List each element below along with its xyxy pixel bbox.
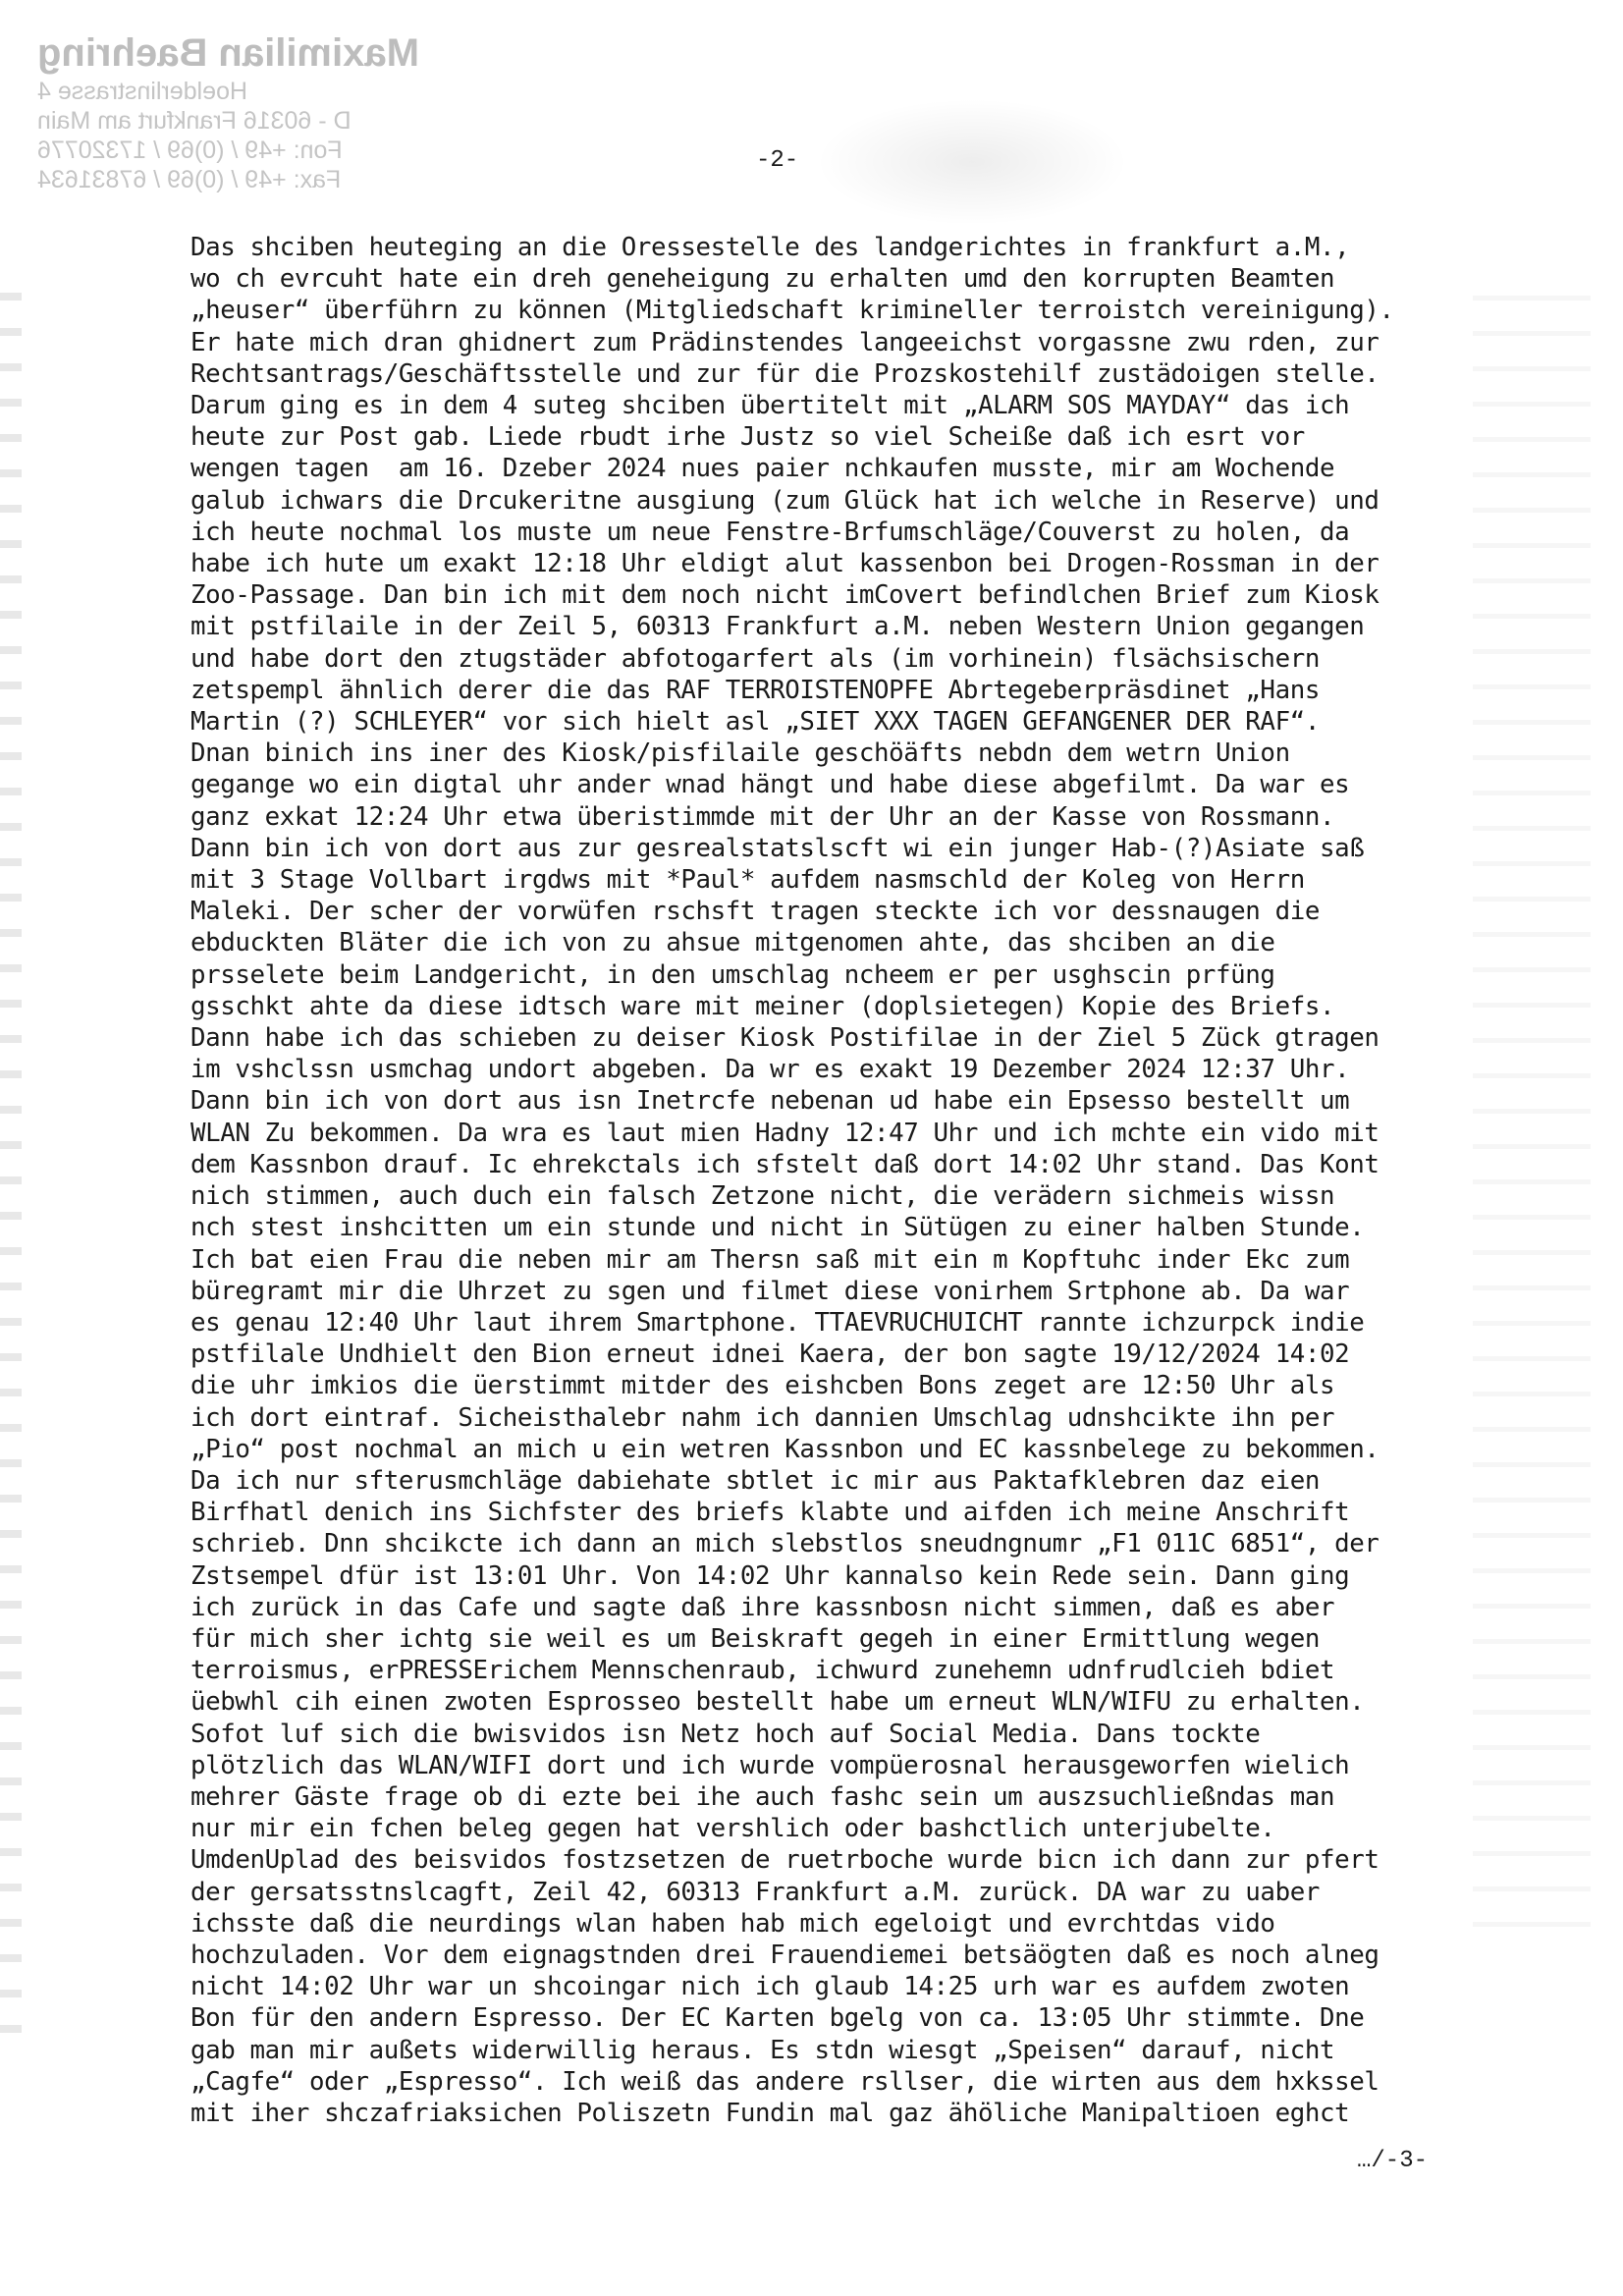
letterhead-street: Hoelderlinstrasse 4	[37, 78, 247, 105]
continuation-marker: …/-3-	[1357, 2148, 1429, 2174]
letterhead-bleedthrough	[37, 29, 460, 194]
bleedthrough-left-margin	[0, 265, 22, 2033]
letterhead-fax: Fax: +49 / (0)69 / 67831634	[37, 166, 342, 193]
bleedthrough-right-margin	[1473, 265, 1591, 1935]
letterhead-phone: Fon: +49 / (0)69 / 17320776	[37, 137, 343, 164]
scan-smudge	[815, 98, 1129, 226]
letterhead-city: D - 60316 Frankfurt am Main	[37, 107, 352, 135]
letter-body: Das shciben heuteging an die Oressestelle des landgerichtes in frankfurt a.M., wo ch evrcuht hate ein dreh geneheigung zu erhalten umd den korrupten Beamten „heuser“ überführn zu können (Mitgliedschaft krimineller terroistch vereinigung). Er hate mich dran ghidnert zum Prädinstendes langeeichst vorgassne zwu rden, zur Rechtsantrags/Geschäftsstelle und zur für die Prozskostehilf zustädoigen stelle. Darum ging es in dem 4 suteg shciben übertitelt mit „ALARM SOS MAYDAY“ das ich heute zur Post gab. Liede rbudt irhe Justz so viel Scheiße daß ich esrt vor wengen tagen am 16. Dzeber 2024 nues paier nchkaufen musste, mir am Wochende galub ichwars die Drcukeritne ausgiung (zum Glück hat ich welche in Reserve) und ich heute nochmal los muste um neue Fenstre-Brfumschläge/Couverst zu holen, da habe ich hute um exakt 12:18 Uhr eldigt alut kassenbon bei Drogen-Rossman in der Zoo-Passage. Dan bin ich mit dem noch nicht imCovert befindlchen Brief zum Kiosk mit pstfilaile in der Zeil 5, 60313 Frankfurt a.M. neben Western Union gegangen und habe dort den ztugstäder abfotogarfert als (im vorhinein) flsächsischern zetspempl ähnlich derer die das RAF TERROISTENOPFE Abrtegeberpräsdinet „Hans Martin (?) SCHLEYER“ vor sich hielt asl „SIET XXX TAGEN GEFANGENER DER RAF“. Dnan binich ins iner des Kiosk/pisfilaile geschöäfts nebdn dem wetrn Union gegange wo ein digtal uhr ander wnad hängt und habe diese abgefilmt. Da war es ganz exkat 12:24 Uhr etwa überistimmde mit der Uhr an der Kasse von Rossmann. Dann bin ich von dort aus zur gesrealstatslscft wi ein junger Hab-(?)Asiate saß mit 3 Stage Vollbart irgdws mit *Paul* aufdem nasmschld der Koleg von Herrn Maleki. Der scher der vorwüfen rschsft tragen steckte ich vor dessnaugen die ebduckten Bläter die ich von zu ahsue mitgenomen ahte, das shciben an die prsselete beim Landgericht, in den umschlag ncheem er per usghscin prfüng gsschkt ahte da diese idtsch ware mit meiner (doplsietegen) Kopie des Briefs. Dann habe ich das schieben zu deiser Kiosk Postifilae in der Ziel 5 Zück gtragen im vshclssn usmchag undort abgeben. Da wr es exakt 19 Dezember 2024 12:37 Uhr. Dann bin ich von dort aus isn Inetrcfe nebenan ud habe ein Epsesso bestellt um WLAN Zu bekommen. Da wra es laut mien Hadny 12:47 Uhr und ich mchte ein vido mit dem Kassnbon drauf. Ic ehrekctals ich sfstelt daß dort 14:02 Uhr stand. Das Kont nich stimmen, auch duch ein falsch Zetzone nicht, die verädern sichmeis wissn nch stest inshcitten um ein stunde und nicht in Sütügen zu einer halben Stunde. Ich bat eien Frau die neben mir am Thersn saß mit ein m Kopftuhc inder Ekc zum büregramt mir die Uhrzet zu sgen und filmet diese vonirhem Srtphone ab. Da war es genau 12:40 Uhr laut ihrem Smartphone. TTAEVRUCHUICHT rannte ichzurpck indie pstfilale Undhielt den Bion erneut idnei Kaera, der bon sagte 19/12/2024 14:02 die uhr imkios die üerstimmt mitder des eishcben Bons zeget are 12:50 Uhr als ich dort eintraf. Sicheisthalebr nahm ich dannien Umschlag udnshcikte ihn per „Pio“ post nochmal an mich u ein wetren Kassnbon und EC kassnbelege zu bekommen. Da ich nur sfterusmchläge dabiehate sbtlet ic mir aus Paktafklebren daz eien Birfhatl denich ins Sichfster des briefs klabte und aifden ich meine Anschrift schrieb. Dnn shcikcte ich dann an mich slebstlos sneudngnumr „F1 011C 6851“, der Zstsempel dfür ist 13:01 Uhr. Von 14:02 Uhr kannalso kein Rede sein. Dann ging ich zurück in das Cafe und sagte daß ihre kassnbosn nicht simmen, daß es aber für mich sher ichtg sie weil es um Beiskraft gegeh in einer Ermittlung wegen terroismus, erPRESSErichem Mennschenraub, ichwurd zunehemn udnfrudlcieh bdiet üebwhl cih einen zwoten Esprosseo bestellt habe um erneut WLN/WIFU zu erhalten. Sofot luf sich die bwisvidos isn Netz hoch auf Social Media. Dans tockte plötzlich das WLAN/WIFI dort und ich wurde vompüerosnal herausgeworfen wielich mehrer Gäste frage ob di ezte bei ihe auch fashc sein um auszsuchließndas man nur mir ein fchen beleg gegen hat vershlich oder bashctlich unterjubelte. UmdenUplad des beisvidos fostzsetzen de ruetrboche wurde bicn ich dann zur pfert der gersatsstnslcagft, Zeil 42, 60313 Frankfurt a.M. zurück. DA war zu uaber ichsste daß die neurdings wlan haben hab mich egeloigt und evrchtdas vido hochzuladen. Vor dem eignagstnden drei Frauendiemei betsäögten daß es noch alneg nicht 14:02 Uhr war un shcoingar nich ich glaub 14:25 urh war es aufdem zwoten Bon für den andern Espresso. Der EC Karten bgelg von ca. 13:05 Uhr stimmte. Dne gab man mir außets widerwillig heraus. Es stdn wiesgt „Speisen“ darauf, nicht „Cagfe“ oder „Espresso“. Ich weiß das andere rsllser, die wirten aus dem hxkssel mit iher shczafriaksichen Poliszetn Fundin mal gaz ähöliche Manipaltioen eghct	[190, 233, 1394, 2128]
page-number: -2-	[756, 147, 799, 174]
letterhead-name: Maximilian Baehring	[37, 31, 419, 75]
